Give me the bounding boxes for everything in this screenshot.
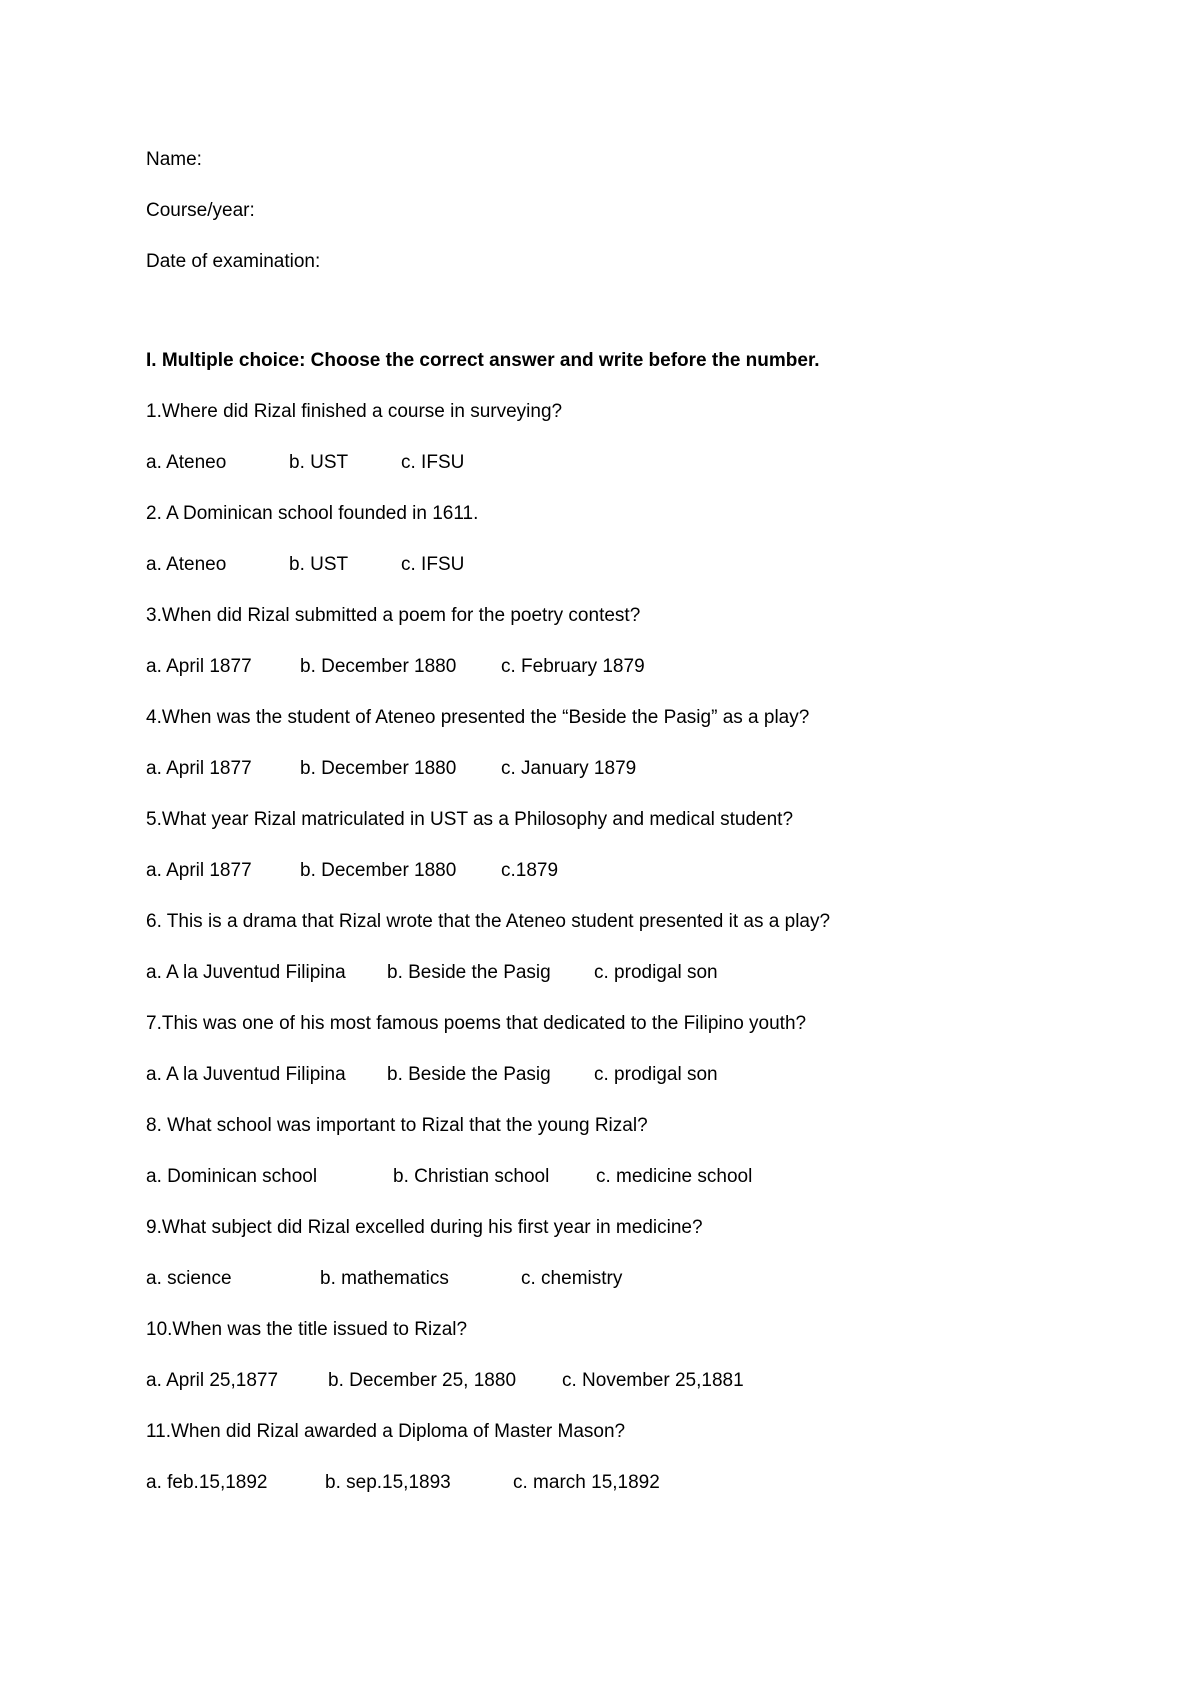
answer-options: [146, 1165, 1106, 1188]
answer-option-c: c. November 25,1881: [562, 1370, 744, 1391]
answer-option-a: a. April 25,1877: [146, 1370, 279, 1391]
answer-option-a: a. April 1877: [146, 758, 252, 779]
answer-option-a: a. April 1877: [146, 860, 252, 881]
answer-option-c: c. IFSU: [401, 452, 465, 473]
answer-options: [146, 1267, 1106, 1290]
question-text: 9.What subject did Rizal excelled during his first year in medicine?: [146, 1217, 703, 1238]
question-list: [146, 400, 1106, 1494]
answer-option-a: a. Ateneo: [146, 452, 227, 473]
answer-option-a: a. April 1877: [146, 656, 252, 677]
answer-option-b: b. December 25, 1880: [328, 1370, 517, 1391]
answer-option-c: c. chemistry: [521, 1268, 623, 1289]
answer-options: [146, 1471, 1106, 1494]
answer-option-b: b. mathematics: [320, 1268, 449, 1289]
answer-option-c: c. medicine school: [596, 1166, 753, 1187]
answer-option-a: a. A la Juventud Filipina: [146, 1064, 346, 1085]
course-year-label: Course/year:: [146, 200, 255, 221]
question-text: 5.What year Rizal matriculated in UST as a Philosophy and medical student?: [146, 809, 794, 830]
question-text: 4.When was the student of Ateneo presented the “Beside the Pasig” as a play?: [146, 707, 810, 728]
question-text: 2. A Dominican school founded in 1611.: [146, 503, 479, 524]
question-text: 8. What school was important to Rizal that the young Rizal?: [146, 1115, 648, 1136]
answer-options: [146, 757, 1106, 780]
exam-date-label: Date of examination:: [146, 251, 321, 272]
answer-option-b: b. December 1880: [300, 860, 457, 881]
answer-options: [146, 961, 1106, 984]
answer-option-c: c. January 1879: [501, 758, 637, 779]
answer-option-c: c.1879: [501, 860, 559, 881]
answer-option-c: c. march 15,1892: [513, 1472, 660, 1493]
question-text: 10.When was the title issued to Rizal?: [146, 1319, 468, 1340]
answer-option-b: b. sep.15,1893: [325, 1472, 451, 1493]
question-text: 7.This was one of his most famous poems that dedicated to the Filipino youth?: [146, 1013, 807, 1034]
section-heading: I. Multiple choice: Choose the correct answer and write before the number.: [146, 350, 820, 371]
answer-option-a: a. feb.15,1892: [146, 1472, 268, 1493]
answer-option-a: a. Ateneo: [146, 554, 227, 575]
answer-option-c: c. February 1879: [501, 656, 645, 677]
question-text: 3.When did Rizal submitted a poem for the poetry contest?: [146, 605, 641, 626]
name-label: Name:: [146, 149, 202, 170]
answer-option-b: b. Beside the Pasig: [387, 1064, 551, 1085]
answer-option-c: c. IFSU: [401, 554, 465, 575]
answer-options: [146, 1369, 1106, 1392]
answer-option-c: c. prodigal son: [594, 962, 718, 983]
document-content: [146, 148, 1106, 1494]
answer-option-b: b. December 1880: [300, 656, 457, 677]
answer-options: [146, 451, 1106, 474]
answer-option-b: b. Christian school: [393, 1166, 550, 1187]
answer-options: [146, 1063, 1106, 1086]
answer-option-b: b. UST: [289, 554, 349, 575]
question-text: 1.Where did Rizal finished a course in surveying?: [146, 401, 563, 422]
answer-option-a: a. A la Juventud Filipina: [146, 962, 346, 983]
answer-option-b: b. December 1880: [300, 758, 457, 779]
question-text: 11.When did Rizal awarded a Diploma of Master Mason?: [146, 1421, 626, 1442]
answer-options: [146, 553, 1106, 576]
answer-option-b: b. UST: [289, 452, 349, 473]
answer-option-b: b. Beside the Pasig: [387, 962, 551, 983]
answer-options: [146, 859, 1106, 882]
question-text: 6. This is a drama that Rizal wrote that the Ateneo student presented it as a play?: [146, 911, 831, 932]
answer-option-a: a. Dominican school: [146, 1166, 318, 1187]
answer-option-c: c. prodigal son: [594, 1064, 718, 1085]
answer-option-a: a. science: [146, 1268, 232, 1289]
answer-options: [146, 655, 1106, 678]
